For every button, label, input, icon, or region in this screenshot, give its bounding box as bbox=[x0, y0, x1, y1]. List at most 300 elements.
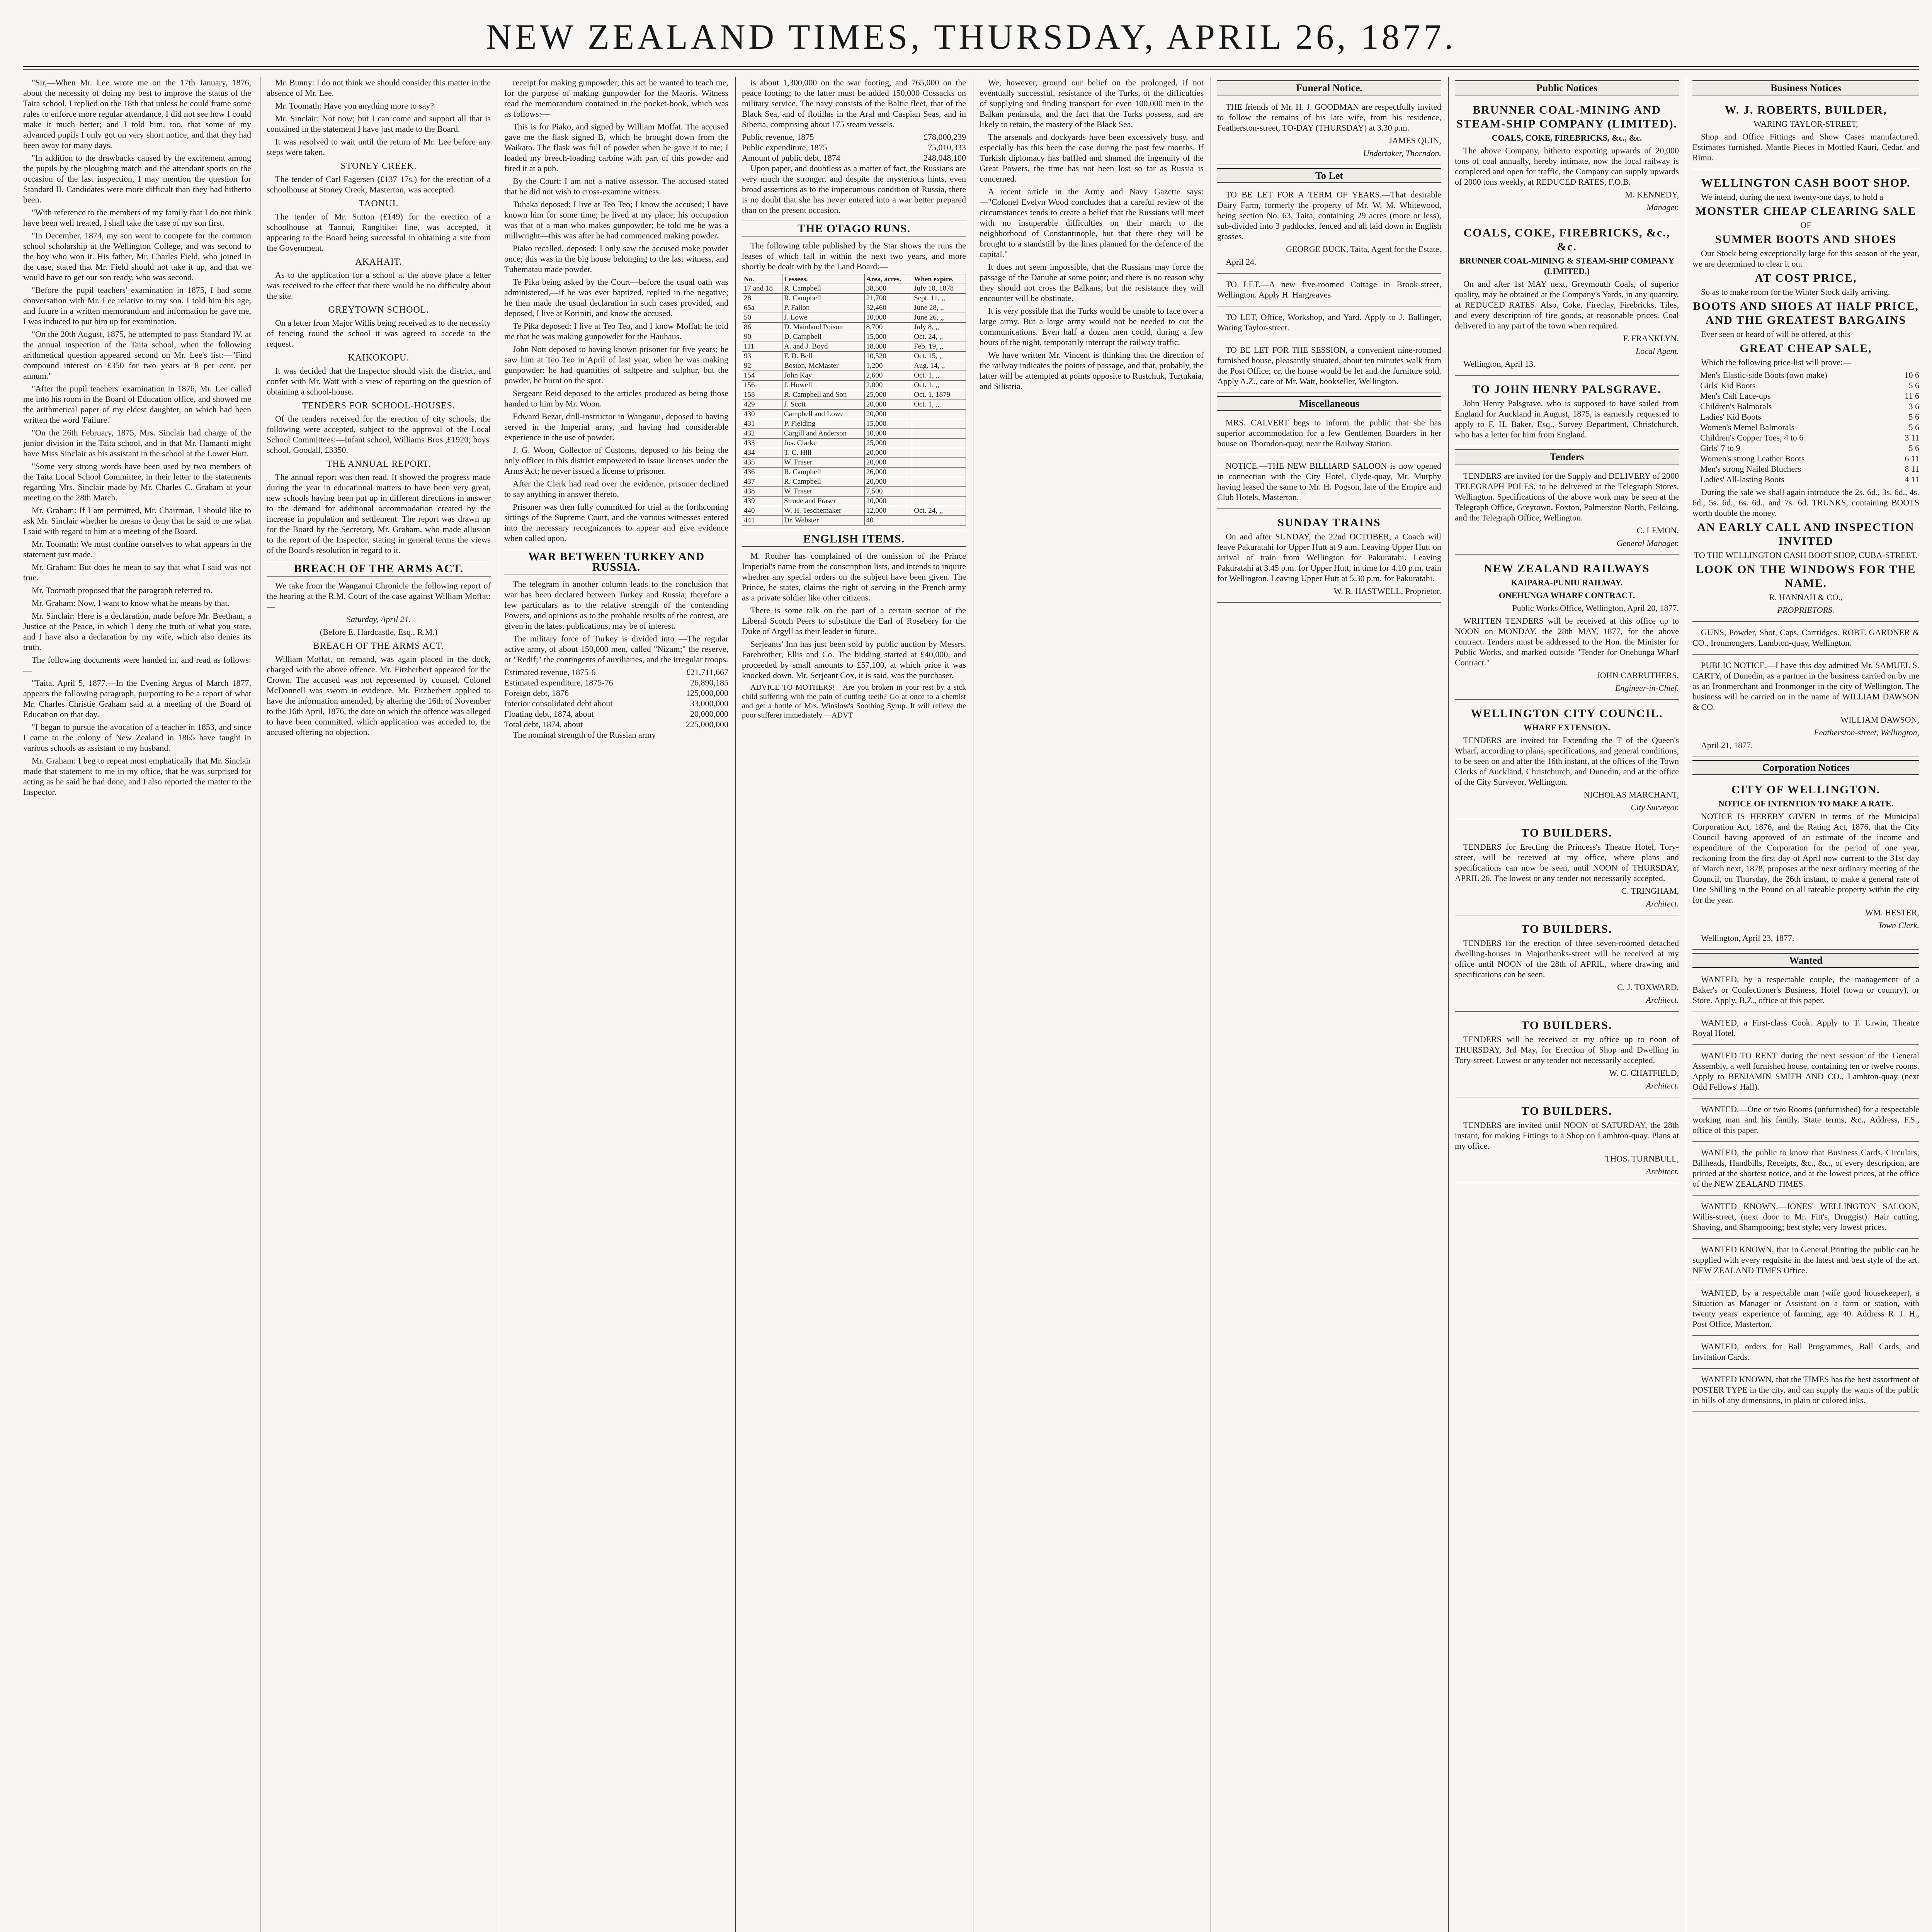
ad-text: NOTICE IS HEREBY GIVEN in terms of the Municipal Corporation Act, 1876, and the Rating Act, 1876, that the City Council having approved of an estimate of the income and expenditure of the Corporation for the period of one year, reckoning from the first day of April now current to the 31st day of March next, 1878, proposes at the next ordinary meeting of the Council, on Thursday, the 26th instant, to make a general rate of One Shilling in the Pound on all rateable property within the city for the year. bbox=[1692, 811, 1919, 905]
ad-signature: WM. HESTER, bbox=[1865, 908, 1919, 917]
price-item: Men's strong Nailed Bluchers bbox=[1700, 464, 1801, 474]
figure-row: Total debt, 1874, about 225,000,000 bbox=[504, 719, 728, 729]
price-row bbox=[1700, 370, 1919, 380]
table-cell: 156 bbox=[742, 381, 782, 390]
article-heading: THE OTAGO RUNS. bbox=[742, 221, 966, 236]
article-paragraph: We take from the Wanganui Chronicle the following report of the hearing at the R.M. Court of the case against William Moffat:— bbox=[267, 581, 491, 611]
ad-subheading: BRUNNER COAL-MINING & STEAM-SHIP COMPANY (LIMITED.) bbox=[1459, 256, 1674, 276]
ad-heading: CITY OF WELLINGTON. bbox=[1731, 783, 1881, 796]
subheading: BREACH OF THE ARMS ACT. bbox=[313, 641, 444, 651]
price-value: 5 6 bbox=[1908, 381, 1919, 390]
article-paragraph: Mr. Toomath: We must confine ourselves to what appears in the statement just made. bbox=[23, 539, 251, 559]
ad-signature: PROPRIETORS. bbox=[1777, 605, 1835, 615]
table-cell bbox=[912, 429, 966, 439]
ad-text: WANTED, the public to know that Business Cards, Circulars, Billheads, Handbills, Receipts, &c., &c., of every description, are printed at the shortest notice, and at the lowest prices, at the office of the NEW ZEALAND TIMES. bbox=[1692, 1148, 1919, 1189]
table-row bbox=[742, 313, 966, 323]
table-cell: 10,520 bbox=[864, 352, 912, 361]
columns bbox=[23, 77, 1919, 1932]
ad-signature: M. KENNEDY, bbox=[1625, 190, 1679, 199]
figure-row: Interior consolidated debt about 33,000,000 bbox=[504, 699, 728, 708]
price-value: 5 6 bbox=[1908, 443, 1919, 453]
table-cell: 20,000 bbox=[864, 410, 912, 419]
price-value: 10 6 bbox=[1904, 370, 1919, 380]
ad-signature: General Manager. bbox=[1616, 538, 1679, 548]
article-paragraph: Serjeants' Inn has just been sold by public auction by Messrs. Farebrother, Ellis and Co. The bidding started at £40,000, and proceeded by small amounts to £57,100, at which price it was knocked down. Mr. Serjeant Cox, it is said, was the purchaser. bbox=[742, 639, 966, 680]
table-cell: 15,000 bbox=[864, 419, 912, 429]
ad-heading: GREAT CHEAP SALE, bbox=[1740, 342, 1872, 355]
court-bench: (Before E. Hardcastle, Esq., R.M.) bbox=[320, 627, 438, 637]
table-cell bbox=[912, 468, 966, 477]
section-bar-business-notices: Business Notices bbox=[1692, 80, 1919, 95]
price-item: Girls' 7 to 9 bbox=[1700, 443, 1740, 453]
runs-table bbox=[742, 274, 966, 526]
table-row bbox=[742, 419, 966, 429]
figure-row: Estimated expenditure, 1875-76 26,890,185 bbox=[504, 678, 728, 687]
article-paragraph: The following table published by the Star shows the runs the leases of which fall in within the next two years, and more shortly be dealt with by the Land Board:— bbox=[742, 241, 966, 271]
article-paragraph: The telegram in another column leads to the conclusion that war has been declared between Turkey and Russia; therefore a few particulars as to the relative strength of the contending Powers, and opinions as to the probable results of the contest, are given in the latest publications, may be of interest. bbox=[504, 579, 728, 631]
price-item: Ladies' Kid Boots bbox=[1700, 412, 1761, 422]
table-cell: 25,000 bbox=[864, 439, 912, 448]
price-item: Ladies' All-lasting Boots bbox=[1700, 474, 1784, 484]
article-paragraph: William Moffat, on remand, was again placed in the dock, charged with the above offence. Mr. Fitzherbert appeared for the Crown. The accused was not represented by counsel. Colonel McDonnell was sworn in evidence. Mr. Fitzherbert applied to have the information amended, by altering the 16th of November to the 16th April, 1876, the date on which the offence was alleged to have been committed, which application was acceded to, the accused offering no objection. bbox=[267, 654, 491, 737]
ad-heading: LOOK ON THE WINDOWS FOR THE NAME. bbox=[1696, 563, 1916, 590]
price-value: 3 11 bbox=[1905, 433, 1919, 442]
section-bar-miscellaneous: Miscellaneous bbox=[1217, 396, 1441, 411]
ad-text: John Henry Palsgrave, who is supposed to have sailed from England for Auckland in August, 1875, is earnestly requested to apply to F. H. Baker, Esq., Survey Department, Christchurch, who has a letter for him from England. bbox=[1455, 398, 1679, 439]
article-paragraph: The annual report was then read. It showed the progress made during the year in educational matters to have been very great, new schools having been put up in different directions in answer to the demand for additional accommodation created by the increase in population and settlement. The report was drawn up for the Board by the Secretary, Mr. Graham, who made allusion to the report of the Inspector, stating in general terms the views of the Board's resolution in regard to it. bbox=[267, 472, 491, 555]
table-cell: Feb. 19, ,, bbox=[912, 342, 966, 352]
table-cell: 28 bbox=[742, 294, 782, 303]
ad-text: WRITTEN TENDERS will be received at this office up to NOON on MONDAY, the 28th MAY, 1877, for the above contract. Tenders must be addressed to the Hon. the Minister for Public Works, and marked outside "Tender for Onehunga Wharf Contract." bbox=[1455, 616, 1679, 667]
article-paragraph: The arsenals and dockyards have been excessively busy, and especially has this been the case during the past few months. If Turkish diplomacy has baffled and shamed the ingenuity of the Great Powers, the time has not been lost so far as Russia is concerned. bbox=[980, 132, 1204, 184]
figure-row: Floating debt, 1874, about 20,000,000 bbox=[504, 709, 728, 719]
ad-text: We intend, during the next twenty-one days, to hold a bbox=[1701, 192, 1883, 202]
table-row bbox=[742, 361, 966, 371]
article-paragraph: Edward Bezar, drill-instructor in Wanganui, deposed to having served in the Imperial army, and having had considerable experience in the use of powder. bbox=[504, 412, 728, 442]
city-rate-ad bbox=[1692, 778, 1919, 950]
ad-heading: SUNDAY TRAINS bbox=[1277, 516, 1381, 529]
article-paragraph: As to the application for a school at the above place a letter was received to the effect that there would be no difficulty about the site. bbox=[267, 270, 491, 301]
table-header-row bbox=[742, 274, 966, 284]
column-4 bbox=[742, 77, 966, 1932]
wanted-ad bbox=[1692, 1047, 1919, 1099]
article-paragraph: After the Clerk had read over the evidence, prisoner declined to say anything in answer thereto. bbox=[504, 479, 728, 499]
notice-signature: JAMES QUIN, bbox=[1389, 136, 1441, 145]
table-cell: Oct. 24, ,, bbox=[912, 332, 966, 342]
ad-text: On and after 1st MAY next, Greymouth Coals, of superior quality, may be obtained at the Company's Yards, in any quantity, at REDUCED RATES. Also, Coke, Fireclay, Firebricks, Tiles, and every description of fire goods, at reasonable prices. Coal delivered in any part of the town when required. bbox=[1455, 279, 1679, 330]
table-cell bbox=[912, 419, 966, 429]
wanted-ad bbox=[1692, 1014, 1919, 1045]
notice-text: THE friends of Mr. H. J. GOODMAN are respectfully invited to follow the remains of his late wife, from his residence, Featherston-street, TO-DAY (THURSDAY) at 3.30 p.m. bbox=[1217, 102, 1441, 133]
cash-boot-shop-ad bbox=[1692, 172, 1919, 622]
figure-row: Estimated revenue, 1875-6 £21,711,667 bbox=[504, 667, 728, 677]
wanted-ad bbox=[1692, 1338, 1919, 1369]
ad-text: WANTED, a First-class Cook. Apply to T. Urwin, Theatre Royal Hotel. bbox=[1692, 1018, 1919, 1038]
ad-subheading: NOTICE OF INTENTION TO MAKE A RATE. bbox=[1718, 799, 1894, 808]
table-cell: 7,500 bbox=[864, 487, 912, 497]
table-row bbox=[742, 400, 966, 410]
ad-signature: W. C. CHATFIELD, bbox=[1609, 1068, 1679, 1078]
article-paragraph: Te Pika deposed: I live at Teo Teo, and I know Moffat; he told me that he was making gunpowder for the Hauhaus. bbox=[504, 321, 728, 341]
price-row bbox=[1700, 380, 1919, 391]
ad-text: TENDERS will be received at my office up to noon of THURSDAY, 3rd May, for Erection of Shop and Dwelling in Tory-street. Lowest or any tender not necessarily accepted. bbox=[1455, 1034, 1679, 1065]
ad-text: TO LET.—A new five-roomed Cottage in Brook-street, Wellington. Apply H. Hargreaves. bbox=[1217, 279, 1441, 299]
article-paragraph: Of the tenders received for the erection of city schools, the following were accepted, subject to the approval of the Local School Committees:—Infant school, Williams Bros.,£1920; boys' school, Goodall, £3350. bbox=[267, 414, 491, 455]
ad-date: Wellington, April 13. bbox=[1463, 359, 1536, 369]
table-cell: 158 bbox=[742, 390, 782, 400]
table-cell: 20,000 bbox=[864, 458, 912, 468]
table-cell: 434 bbox=[742, 448, 782, 458]
article-paragraph: Mr. Graham: But does he mean to say that what I said was not true. bbox=[23, 562, 251, 582]
column-2 bbox=[267, 77, 491, 1932]
masthead-rule bbox=[23, 66, 1919, 70]
ad-text: Ever seen or heard of will be offered, at this bbox=[1701, 329, 1850, 339]
article-paragraph: We have written Mr. Vincent is thinking that the direction of the railway indicates the points of passage, and that, probably, the latter will be attempted at points opposite to Rustchuk, Turtukaia, and Silistria. bbox=[980, 350, 1204, 391]
table-row bbox=[742, 516, 966, 526]
ad-signature: R. HANNAH & CO., bbox=[1769, 592, 1843, 602]
to-let-ad bbox=[1217, 342, 1441, 393]
ad-heading: MONSTER CHEAP CLEARING SALE bbox=[1695, 205, 1917, 218]
table-cell: A. and J. Boyd bbox=[782, 342, 865, 352]
article-paragraph: "On the 20th August, 1875, he attempted to pass Standard IV. at the annual inspection of the Taita school, when the following arithmetical question appeared second on Mr. Lee's list:—"Find compound interest on £350 for two years at 8 per cent. per annum." bbox=[23, 329, 251, 381]
ad-subheading: WARING TAYLOR-STREET, bbox=[1753, 119, 1858, 129]
price-item: Girls' Kid Boots bbox=[1700, 381, 1756, 390]
to-let-ad bbox=[1217, 276, 1441, 306]
price-value: 4 11 bbox=[1905, 474, 1919, 484]
telegraph-tender-ad bbox=[1455, 468, 1679, 555]
section-bar-funeral: Funeral Notice. bbox=[1217, 80, 1441, 95]
ad-subheading: COALS, COKE, FIREBRICKS, &c., &c. bbox=[1492, 133, 1642, 143]
table-cell: 86 bbox=[742, 323, 782, 332]
article-paragraph: Mr. Graham: Now, I want to know what he means by that. bbox=[32, 598, 230, 608]
ad-heading: TO BUILDERS. bbox=[1521, 1019, 1612, 1032]
article-paragraph: The tender of Mr. Sutton (£149) for the erection of a schoolhouse at Taonui, Rangitikei line, was accepted, it appearing to the Board being successful in obtaining a site from the Government. bbox=[267, 212, 491, 253]
article-heading: ENGLISH ITEMS. bbox=[742, 531, 966, 547]
column-6 bbox=[1217, 77, 1441, 1932]
column-1 bbox=[23, 77, 251, 1932]
wanted-ad bbox=[1692, 1241, 1919, 1282]
column-8 bbox=[1692, 77, 1919, 1932]
subheading: THE ANNUAL REPORT. bbox=[326, 459, 431, 469]
ad-signature: THOS. TURNBULL, bbox=[1605, 1154, 1679, 1163]
article-paragraph: It does not seem impossible, that the Russians may force the passage of the Danube at some point; and there is no reason why they should not cross the Balkans; but the resistance they will encounter will be obstinate. bbox=[980, 262, 1204, 303]
article-paragraph: "In addition to the drawbacks caused by the excitement among the pupils by the ploughing match and the attendant sports on the occasion of the last inspection, I may mention the question for Standard II. Candidates were more difficult than they had hitherto been. bbox=[23, 153, 251, 204]
column-5 bbox=[980, 77, 1204, 1932]
table-cell: R. Campbell bbox=[782, 468, 865, 477]
ad-subheading: WHARF EXTENSION. bbox=[1523, 723, 1611, 732]
section-bar-to-let: To Let bbox=[1217, 168, 1441, 183]
ad-text: TENDERS for the erection of three seven-roomed detached dwelling-houses in Majoribanks-street will be received at my office until NOON of the 28th of APRIL, where drawing and specifications can be seen. bbox=[1455, 938, 1679, 979]
article-paragraph: "I began to pursue the avocation of a teacher in 1853, and since I came to the colony of New Zealand in 1865 have taught in various schools as assistant to my husband. bbox=[23, 722, 251, 753]
ad-text: On and after SUNDAY, the 22nd OCTOBER, a Coach will leave Pakuratahi for Upper Hutt at 9 a.m. Leaving Upper Hutt on arrival of train from Wellington for Pakuratahi. Leaving Pakuratahi at 3.45 p.m. for Upper Hutt, in time for 4.10 p.m. train for Wellington. Leaving Upper Hutt at 5.30 p.m. for Pakuratahi. bbox=[1217, 532, 1441, 583]
table-cell: J. Scott bbox=[782, 400, 865, 410]
table-cell: 154 bbox=[742, 371, 782, 381]
article-paragraph: The tender of Carl Fagersen (£137 17s.) for the erection of a schoolhouse at Stoney Creek, Masterton, was accepted. bbox=[267, 174, 491, 194]
table-row bbox=[742, 390, 966, 400]
price-item: Women's strong Leather Boots bbox=[1700, 454, 1805, 463]
article-heading: WAR BETWEEN TURKEY AND RUSSIA. bbox=[504, 549, 728, 575]
table-row bbox=[742, 381, 966, 390]
ad-text: WANTED KNOWN, that in General Printing the public can be supplied with every requisite in the latest and best style of the art. NEW ZEALAND TIMES Office. bbox=[1692, 1245, 1919, 1275]
table-cell: P. Fallon bbox=[782, 303, 865, 313]
table-cell: R. Campbell bbox=[782, 477, 865, 487]
article-paragraph: Mr. Graham: If I am permitted, Mr. Chairman, I should like to ask Mr. Sinclair whether he means to deny that he said to me what I said with regard to him at a meeting of the Board. bbox=[23, 505, 251, 536]
table-cell bbox=[912, 458, 966, 468]
table-cell: 25,000 bbox=[864, 390, 912, 400]
table-cell: 20,000 bbox=[864, 448, 912, 458]
table-cell: R. Campbell and Son bbox=[782, 390, 865, 400]
roberts-builder-ad bbox=[1692, 99, 1919, 169]
article-paragraph: There is some talk on the part of a certain section of the Liberal Scotch Peers to substitute the Earl of Rosebery for the Duke of Argyll as their leader in future. bbox=[742, 605, 966, 636]
table-row bbox=[742, 487, 966, 497]
article-paragraph: "With reference to the members of my family that I do not think have been well treated, I shall take the case of my son first. bbox=[23, 207, 251, 228]
ad-text: TO BE LET FOR A TERM OF YEARS.—That desirable Dairy Farm, formerly the property of Mr. W. M. Whitewood, being section No. 63, Taita, containing 29 acres (more or less), sub-divided into 3 paddocks, fenced and all laid down in English grasses. bbox=[1217, 190, 1441, 241]
article-paragraph: John Nott deposed to having known prisoner for five years; he saw him at Teo Teo in April of last year, when he was making gunpowder; he had quantities of saltpetre and sulphur, but the powder, he burnt on the spot. bbox=[504, 344, 728, 385]
article-paragraph: It is very possible that the Turks would be unable to face over a large army. But a large army would not be needed to cut the communications. Even half a dozen men could, during a few hours of the night, temporarily interrupt the railway traffic. bbox=[980, 306, 1204, 347]
table-cell: 18,000 bbox=[864, 342, 912, 352]
price-row bbox=[1700, 443, 1919, 453]
article-paragraph: On a letter from Major Willis being received as to the necessity of fencing round the school it was agreed to accede to the request. bbox=[267, 318, 491, 349]
builders-ad bbox=[1455, 821, 1679, 915]
table-cell: 10,000 bbox=[864, 497, 912, 506]
ad-signature: Featherston-street, Wellington, bbox=[1814, 728, 1919, 737]
ad-signature: C. TRINGHAM, bbox=[1621, 886, 1679, 896]
table-cell: Sept. 11, ,, bbox=[912, 294, 966, 303]
article-paragraph: is about 1,300,000 on the war footing, and 765,000 on the peace footing; to the latter must be added 150,000 Cossacks on military service. The navy consists of the Baltic fleet, that of the Black Sea, and of flotillas in the Aral and Caspian Seas, and in Siberia, comprising about 175 steam vessels. bbox=[742, 78, 966, 129]
table-cell: 111 bbox=[742, 342, 782, 352]
ad-text: TENDERS are invited for Extending the T of the Queen's Wharf, according to plans, specifications, and general conditions, to be seen on and after the 16th instant, at the offices of the Town Clerks of Auckland, Christchurch, and Dunedin, and at the office of the City Surveyor, Wellington. bbox=[1455, 735, 1679, 787]
table-cell: Oct. 1, ,, bbox=[912, 371, 966, 381]
column-3 bbox=[504, 77, 728, 1932]
runs-table-body bbox=[742, 284, 966, 526]
ad-text: TO LET, Office, Workshop, and Yard. Apply to J. Ballinger, Waring Taylor-street. bbox=[1217, 312, 1441, 332]
ad-heading: BRUNNER COAL-MINING AND STEAM-SHIP COMPANY (LIMITED). bbox=[1456, 104, 1678, 130]
table-cell bbox=[912, 487, 966, 497]
ad-heading: WELLINGTON CASH BOOT SHOP. bbox=[1701, 177, 1911, 189]
wanted-ad bbox=[1692, 1284, 1919, 1336]
article-paragraph: Mr. Graham: I beg to repeat most emphatically that Mr. Sinclair made that statement to me in my office, that he was surprised for acting as he said he had done, and I also reported the matter to the Inspector. bbox=[23, 756, 251, 797]
ad-text: PUBLIC NOTICE.—I have this day admitted Mr. SAMUEL S. CARTY, of Dunedin, as a partner in the business carried on by me as an Ironmerchant and Ironmonger in the city of Wellington. The business will be carried on in the name of WILLIAM DAWSON & CO. bbox=[1692, 660, 1919, 712]
builders-ad bbox=[1455, 1100, 1679, 1183]
ad-heading: AT COST PRICE, bbox=[1755, 272, 1857, 284]
price-item: Children's Balmorals bbox=[1700, 401, 1772, 411]
ad-text: OF bbox=[1800, 220, 1811, 230]
figure-row: Foreign debt, 1876 125,000,000 bbox=[504, 688, 728, 698]
price-value: 6 11 bbox=[1905, 454, 1919, 463]
price-value: 5 6 bbox=[1908, 422, 1919, 432]
ad-date: April 24. bbox=[1226, 257, 1257, 267]
figure-row: Public expenditure, 1875 75,010,333 bbox=[742, 143, 966, 152]
builders-ad bbox=[1455, 1014, 1679, 1097]
article-paragraph: Te Pika being asked by the Court—before the usual oath was administered,—if he was ever baptized, replied in the negative; he then made the usual declaration in such cases provided, and deposed, I live at Koriniti, and know the accused. bbox=[504, 277, 728, 318]
table-cell: 21,700 bbox=[864, 294, 912, 303]
table-cell: 8,700 bbox=[864, 323, 912, 332]
price-list bbox=[1692, 370, 1919, 485]
table-cell: July 10, 1878 bbox=[912, 284, 966, 294]
article-paragraph: Sergeant Reid deposed to the articles produced as being those handed to him by Mr. Woon. bbox=[504, 388, 728, 408]
ad-heading: SUMMER BOOTS AND SHOES bbox=[1715, 233, 1897, 246]
article-paragraph: Piako recalled, deposed: I only saw the accused make powder once; this was in the big house belonging to the last witness, and Tuhematau made powder. bbox=[504, 243, 728, 274]
table-row bbox=[742, 284, 966, 294]
ad-signature: Architect. bbox=[1646, 899, 1679, 908]
ad-heading: TO BUILDERS. bbox=[1521, 827, 1612, 839]
table-row bbox=[742, 448, 966, 458]
ad-heading: TO BUILDERS. bbox=[1521, 1105, 1612, 1117]
ad-signature: City Surveyor. bbox=[1631, 803, 1679, 812]
table-cell: Oct. 1, ,, bbox=[912, 381, 966, 390]
ad-text: WANTED, by a respectable man (wife good housekeeper), a Situation as Manager or Assistant on a farm or station, with twenty years' experience of farming; age 40. Address R. J. H., Post Office, Masterton. bbox=[1692, 1288, 1919, 1329]
wanted-list bbox=[1692, 971, 1919, 1412]
ad-text: GUNS, Powder, Shot, Caps, Cartridges. ROBT. GARDNER & CO., Ironmongers, Lambton-quay, Wellington. bbox=[1692, 628, 1919, 648]
column-header: No. bbox=[742, 274, 782, 284]
ad-text: TENDERS are invited for the Supply and DELIVERY of 2000 TELEGRAPH POLES, to be delivered at the Telegraph Stores, Wellington. Specifications of the above work may be seen at the Telegraph Office, Greytown, Foxton, Palmerston North, Feilding, and the Telegraph Office, Wellington. bbox=[1455, 471, 1679, 522]
table-row bbox=[742, 497, 966, 506]
ad-signature: C. J. TOXWARD, bbox=[1617, 982, 1679, 992]
ad-signature: WILLIAM DAWSON, bbox=[1840, 715, 1919, 724]
table-cell: 2,000 bbox=[864, 381, 912, 390]
ad-text: TENDERS are invited until NOON of SATURDAY, the 28th instant, for making Fittings to a Shop on Lambton-quay. Plans at my office. bbox=[1455, 1120, 1679, 1151]
article-paragraph: We, however, ground our belief on the prolonged, if not eventually successful, resistance of the Turks, of the difficulties of supplying and finding transport for even 100,000 men in the Balkan peninsula, and the fact that the Turks possess, and are likely to retain, the mastery of the Black Sea. bbox=[980, 78, 1204, 129]
table-cell bbox=[912, 516, 966, 526]
ad-text: Shop and Office Fittings and Show Cases manufactured. Estimates furnished. Mantle Pieces in Mottled Kauri, Cedar, and Rimu. bbox=[1692, 132, 1919, 162]
table-cell: W. H. Teschemaker bbox=[782, 506, 865, 516]
table-row bbox=[742, 332, 966, 342]
ad-signature: Architect. bbox=[1646, 1167, 1679, 1176]
subheading: AKAHAIT. bbox=[355, 257, 402, 267]
article-paragraph: The military force of Turkey is divided into —The regular active army, of about 150,000 men, called "Nizam;" the reserve, or "Redif;" the contingents of auxiliaries, and the irregular troops. bbox=[504, 634, 728, 664]
table-cell: R. Campbell bbox=[782, 284, 865, 294]
table-cell bbox=[912, 439, 966, 448]
table-cell: Strode and Fraser bbox=[782, 497, 865, 506]
wanted-ad bbox=[1692, 1371, 1919, 1412]
article-paragraph: Mr. Sinclair: Not now; but I can come and support all that is contained in the statement I have just made to the Board. bbox=[267, 114, 491, 134]
table-cell: Oct. 1, ,, bbox=[912, 400, 966, 410]
ad-signature: Architect. bbox=[1646, 995, 1679, 1005]
section-bar-corporation-notices: Corporation Notices bbox=[1692, 760, 1919, 775]
ad-date: Public Works Office, Wellington, April 20, 1877. bbox=[1512, 603, 1679, 613]
table-cell: P. Fielding bbox=[782, 419, 865, 429]
table-cell: 92 bbox=[742, 361, 782, 371]
ad-text: WANTED KNOWN.—JONES' WELLINGTON SALOON, Willis-street, (next door to Mr. Fitt's, Druggist). Hair cutting, Shaving, and Shampooing; best style; very lowest prices. bbox=[1692, 1201, 1919, 1232]
advertisement-notice: ADVICE TO MOTHERS!—Are you broken in your rest by a sick child suffering with the pain of cutting teeth? Go at once to a chemist and get a bottle of Mrs. Winslow's Soothing Syrup. It will relieve the poor sufferer immediately.—ADVT bbox=[742, 683, 966, 719]
table-cell: 17 and 18 bbox=[742, 284, 782, 294]
ad-heading: NEW ZEALAND RAILWAYS bbox=[1484, 562, 1650, 575]
price-item: Women's Memel Balmorals bbox=[1700, 422, 1795, 432]
public-notice-ad bbox=[1692, 657, 1919, 757]
article-paragraph: "Taita, April 5, 1877.—In the Evening Argus of March 1877, appears the following paragraph, purporting to be a report of what Mr. Charles Christie Graham said at a meeting of the Board of Education on that day. bbox=[23, 678, 251, 719]
table-cell bbox=[912, 448, 966, 458]
table-cell: W. Fraser bbox=[782, 458, 865, 468]
table-row bbox=[742, 439, 966, 448]
table-cell: D. Campbell bbox=[782, 332, 865, 342]
masthead: NEW ZEALAND TIMES, THURSDAY, APRIL 26, 1877. bbox=[486, 17, 1456, 56]
ad-signature: Architect. bbox=[1646, 1081, 1679, 1090]
table-cell: W. Fraser bbox=[782, 487, 865, 497]
table-cell: Boston, McMaster bbox=[782, 361, 865, 371]
table-cell: John Kay bbox=[782, 371, 865, 381]
railways-ad bbox=[1455, 557, 1679, 700]
table-cell: 20,000 bbox=[864, 477, 912, 487]
figure-row: Amount of public debt, 1874 248,048,100 bbox=[742, 153, 966, 163]
price-item: Children's Copper Toes, 4 to 6 bbox=[1700, 433, 1804, 442]
ad-subheading: ONEHUNGA WHARF CONTRACT. bbox=[1498, 590, 1635, 600]
figures-table bbox=[504, 667, 728, 730]
ad-signature: Manager. bbox=[1646, 202, 1679, 212]
city-council-ad bbox=[1455, 702, 1679, 819]
table-row bbox=[742, 342, 966, 352]
table-cell: 50 bbox=[742, 313, 782, 323]
table-cell: Oct. 15, ,, bbox=[912, 352, 966, 361]
table-cell: Campbell and Lowe bbox=[782, 410, 865, 419]
price-row bbox=[1700, 432, 1919, 443]
ad-text: TENDERS for Erecting the Princess's Theatre Hotel, Tory-street, will be received at my office, where plans and specifications can now be seen, until NOON of THURSDAY, APRIL 26. The lowest or any tender not necessarily accepted. bbox=[1455, 842, 1679, 883]
trains-ad bbox=[1217, 511, 1441, 603]
ad-signature: GEORGE BUCK, Taita, Agent for the Estate. bbox=[1286, 244, 1441, 254]
article-paragraph: "Sir,—When Mr. Lee wrote me on the 17th January, 1876, about the necessity of doing my best to improve the status of the Taita school, I replied on the 18th that unless he could frame some rules to enforce more regular attendance, I did not see how I could make it much better; and I told him, too, that some of my advanced pupils I only got on very short notice, and that they had been away for many days. bbox=[23, 78, 251, 150]
table-cell: Jos. Clarke bbox=[782, 439, 865, 448]
ad-text: The above Company, hitherto exporting upwards of 20,000 tons of coal annually, hereby intimate, now the local railway is completed and open for traffic, the Company can supply upwards of 2000 tons weekly, at REDUCED RATES, F.O.B. bbox=[1455, 146, 1679, 187]
article-paragraph: "Some very strong words have been used by two members of the Taita Local School Committee, in their letter to the statements regarding Mrs. Sinclair made by Mr. Charles C. Graham at your meeting on the 28th March. bbox=[23, 461, 251, 502]
table-cell: 437 bbox=[742, 477, 782, 487]
price-value: 11 6 bbox=[1905, 391, 1919, 401]
to-let-ad bbox=[1217, 186, 1441, 274]
price-value: 3 6 bbox=[1908, 401, 1919, 411]
to-let-ad bbox=[1217, 309, 1441, 339]
ad-text: TO THE WELLINGTON CASH BOOT SHOP, CUBA-STREET. bbox=[1694, 550, 1918, 560]
table-cell: 20,000 bbox=[864, 400, 912, 410]
table-cell: 10,000 bbox=[864, 429, 912, 439]
article-paragraph: It was resolved to wait until the return of Mr. Lee before any steps were taken. bbox=[267, 137, 491, 157]
ad-signature: F. FRANKLYN, bbox=[1623, 333, 1679, 343]
ad-text: WANTED, by a respectable couple, the management of a Baker's or Confectioner's Business, Hotel (town or country), or Store. Apply, B.Z., office of this paper. bbox=[1692, 975, 1919, 1005]
table-cell: 429 bbox=[742, 400, 782, 410]
price-row bbox=[1700, 453, 1919, 464]
table-row bbox=[742, 352, 966, 361]
table-cell: 2,600 bbox=[864, 371, 912, 381]
section-bar-tenders: Tenders bbox=[1455, 449, 1679, 464]
table-row bbox=[742, 477, 966, 487]
table-row bbox=[742, 506, 966, 516]
table-cell: R. Campbell bbox=[782, 294, 865, 303]
article-paragraph: Tuhaka deposed: I live at Teo Teo; I know the accused; I have known him for some time; he lived at my place; his occupation was that of a man who makes gunpowder; he told me he was a millwright—this was after he had commenced making powder. bbox=[504, 199, 728, 240]
ad-heading: W. J. ROBERTS, BUILDER, bbox=[1725, 104, 1887, 116]
article-paragraph: "After the pupil teachers' examination in 1876, Mr. Lee called me into his room in the Board of Education office, and showed me the arithmetical paper of my eldest daughter, on which had been written the word 'Failure.' bbox=[23, 384, 251, 425]
article-paragraph: The following documents were handed in, and read as follows:— bbox=[23, 655, 251, 675]
table-cell: 431 bbox=[742, 419, 782, 429]
table-cell: J. Lowe bbox=[782, 313, 865, 323]
article-paragraph: "Before the pupil teachers' examination in 1875, I had some conversation with Mr. Lee relative to my son. I told him his age, and future in a written memorandum and information he gave me, I was induced to put him up for examination. bbox=[23, 285, 251, 326]
article-paragraph: Mr. Sinclair: Here is a declaration, made before Mr. Beetham, a Justice of the Peace, in which I deny the truth of what you state, and I have also a declaration by my wife, which also denies its truth. bbox=[23, 611, 251, 652]
ad-heading: AN EARLY CALL AND INSPECTION INVITED bbox=[1697, 521, 1915, 548]
brunner-ad bbox=[1455, 99, 1679, 219]
table-cell: 65a bbox=[742, 303, 782, 313]
article-paragraph: By the Court: I am not a native assessor. The accused stated that he did not wish to cross-examine witness. bbox=[504, 176, 728, 196]
table-cell: 10,000 bbox=[864, 313, 912, 323]
ad-heading: TO JOHN HENRY PALSGRAVE. bbox=[1472, 383, 1662, 396]
table-row bbox=[742, 371, 966, 381]
table-row bbox=[742, 458, 966, 468]
funeral-notice bbox=[1217, 99, 1441, 165]
price-value: 5 6 bbox=[1908, 412, 1919, 422]
article-paragraph: "On the 26th February, 1875, Mrs. Sinclair had charge of the junior division in the Taita school, and in that Mr. Hamanti might have Miss Sinclair as his assistant in the school at the Lower Hutt. bbox=[23, 428, 251, 458]
section-bar-wanted: Wanted bbox=[1692, 953, 1919, 968]
ad-text: MRS. CALVERT begs to inform the public that she has superior accommodation for a few Gentlemen Boarders in her house on Thorndon-quay, near the Railway Station. bbox=[1217, 418, 1441, 448]
table-cell bbox=[912, 497, 966, 506]
price-item: Men's Calf Lace-ups bbox=[1700, 391, 1771, 401]
ad-heading: BOOTS AND SHOES AT HALF PRICE, AND THE GREATEST BARGAINS bbox=[1693, 300, 1919, 327]
ad-text: Our Stock being exceptionally large for this season of the year, we are determined to clear it out bbox=[1692, 248, 1919, 269]
table-cell: June 26, ,, bbox=[912, 313, 966, 323]
